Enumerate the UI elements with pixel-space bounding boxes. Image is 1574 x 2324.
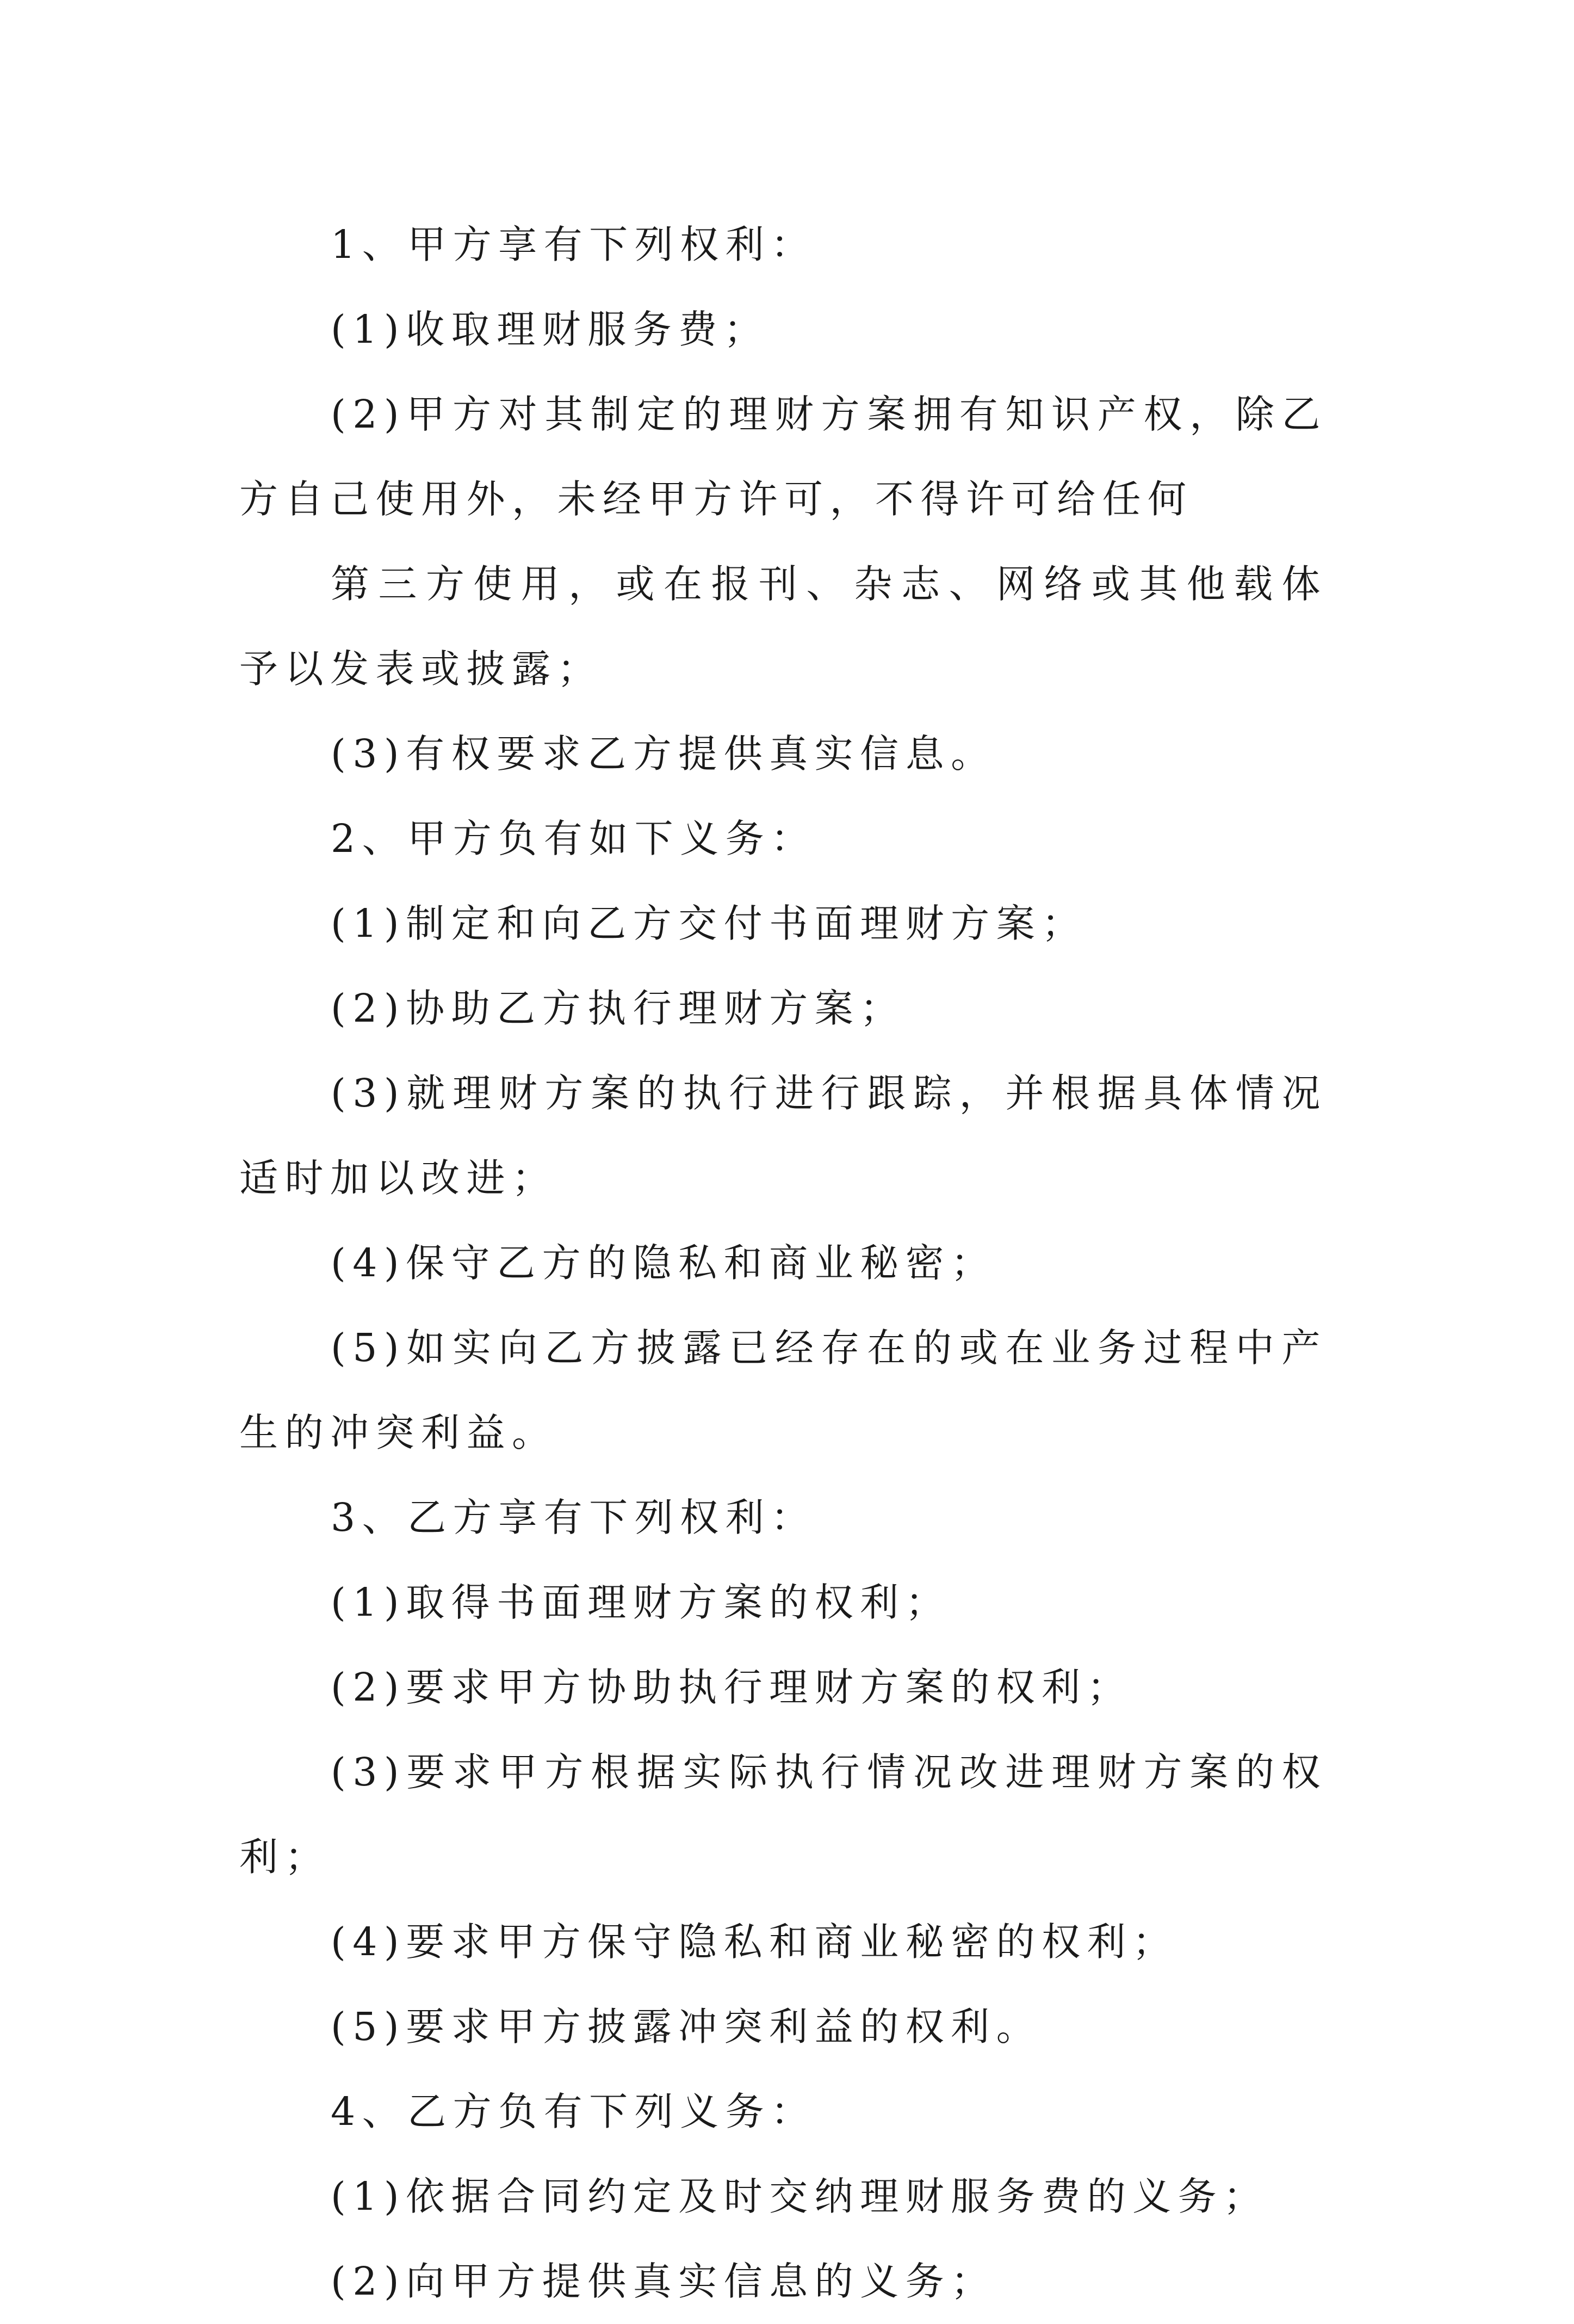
clause-item: (5)如实向乙方披露已经存在的或在业务过程中产生的冲突利益。 [239, 1325, 1327, 1455]
clause-item: (1)取得书面理财方案的权利； [331, 1580, 951, 1625]
clause-item: (2)向甲方提供真实信息的义务； [331, 2259, 996, 2304]
clause-heading-party-b-obligations: 4、乙方负有下列义务： [331, 2089, 816, 2134]
clause-item: (2)协助乙方执行理财方案； [331, 986, 906, 1031]
clause-item: (1)制定和向乙方交付书面理财方案； [331, 901, 1087, 946]
clause-heading-party-a-rights: 1、甲方享有下列权利： [331, 222, 816, 267]
clause-item: (1)收取理财服务费； [331, 307, 770, 352]
clause-item: (3)有权要求乙方提供真实信息。 [331, 731, 996, 776]
clause-item: (1)依据合同约定及时交纳理财服务费的义务； [331, 2174, 1269, 2219]
clause-item: (2)甲方对其制定的理财方案拥有知识产权，除乙方自己使用外，未经甲方许可，不得许可给任何 [239, 392, 1327, 522]
clause-item: (3)要求甲方根据实际执行情况改进理财方案的权利； [239, 1750, 1327, 1880]
clause-heading-party-a-obligations: 2、甲方负有如下义务： [331, 816, 816, 861]
document-body [239, 202, 1327, 2324]
clause-item: (3)就理财方案的执行进行跟踪，并根据具体情况适时加以改进； [239, 1071, 1327, 1201]
clause-item: (5)要求甲方披露冲突利益的权利。 [331, 2004, 1042, 2049]
clause-item-continuation: 第三方使用，或在报刊、杂志、网络或其他载体予以发表或披露； [239, 561, 1327, 691]
clause-item: (4)保守乙方的隐私和商业秘密； [331, 1240, 996, 1285]
clause-heading-party-b-rights: 3、乙方享有下列权利： [331, 1495, 816, 1540]
clause-item: (2)要求甲方协助执行理财方案的权利； [331, 1665, 1133, 1710]
clause-item: (4)要求甲方保守隐私和商业秘密的权利； [331, 1919, 1178, 1964]
